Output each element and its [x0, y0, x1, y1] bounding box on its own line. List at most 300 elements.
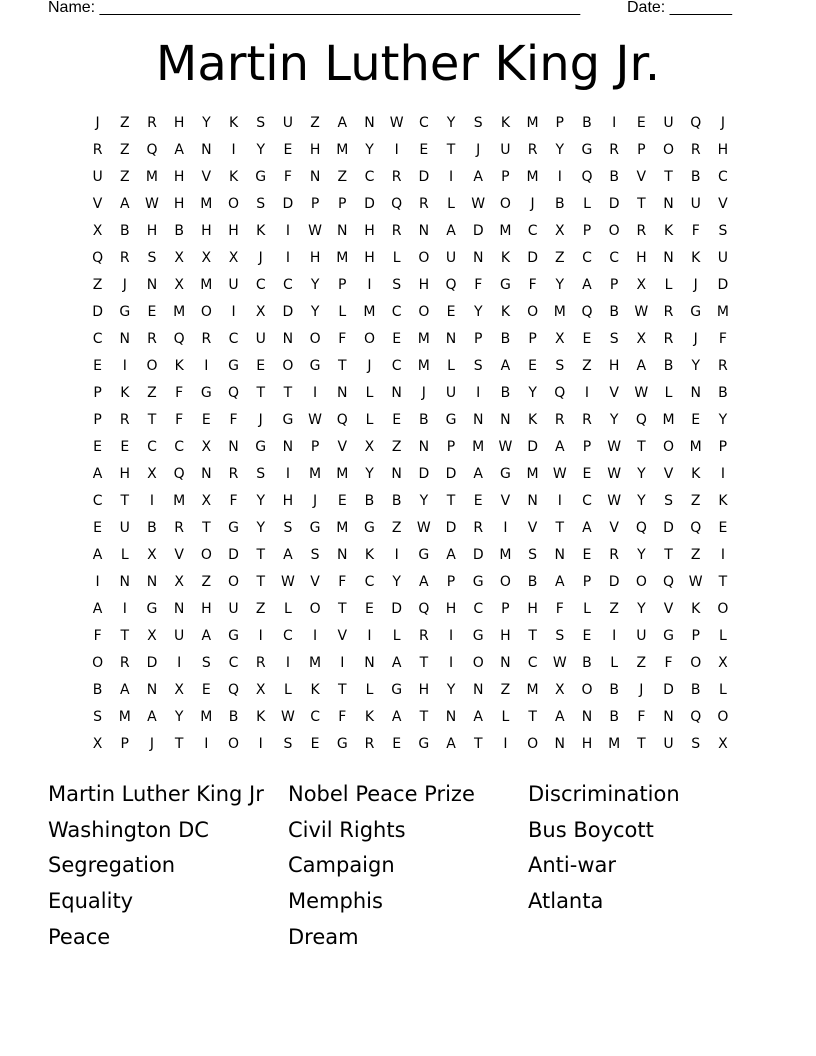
- grid-letter: H: [636, 250, 647, 266]
- grid-letter: N: [119, 331, 131, 347]
- grid-letter: T: [637, 196, 646, 212]
- grid-letter: E: [582, 466, 592, 482]
- grid-letter: J: [258, 250, 263, 266]
- grid-letter: Z: [636, 655, 647, 671]
- grid-letter: E: [283, 142, 293, 158]
- grid-letter: P: [691, 628, 700, 644]
- grid-letter: N: [690, 385, 701, 401]
- grid-letter: H: [173, 115, 185, 131]
- grid-letter: R: [119, 412, 130, 428]
- grid-letter: M: [336, 250, 349, 266]
- grid-letter: C: [418, 115, 429, 131]
- grid-letter: Q: [92, 250, 104, 266]
- grid-letter: A: [473, 709, 483, 725]
- grid-letter: I: [612, 115, 617, 131]
- grid-letter: T: [664, 169, 673, 185]
- grid-letter: I: [448, 628, 454, 644]
- grid-letter: L: [583, 601, 591, 617]
- grid-letter: K: [691, 250, 701, 266]
- grid-letter: B: [609, 169, 619, 185]
- grid-letter: I: [313, 385, 318, 401]
- word-bank-item: Martin Luther King Jr: [48, 782, 264, 806]
- grid-letter: M: [526, 682, 539, 698]
- grid-letter: Z: [119, 142, 130, 158]
- grid-letter: N: [472, 682, 484, 698]
- grid-letter: L: [365, 412, 374, 428]
- grid-letter: R: [554, 412, 565, 428]
- grid-row: [84, 488, 734, 515]
- grid-letter: N: [472, 250, 484, 266]
- grid-letter: L: [719, 682, 727, 698]
- grid-letter: I: [394, 142, 399, 158]
- grid-letter: U: [445, 385, 457, 401]
- grid-letter: S: [392, 277, 402, 293]
- grid-letter: V: [609, 520, 619, 536]
- grid-letter: M: [526, 169, 539, 185]
- grid-row: [84, 407, 734, 434]
- grid-letter: L: [719, 628, 727, 644]
- grid-letter: N: [337, 223, 348, 239]
- grid-letter: H: [418, 277, 430, 293]
- grid-letter: H: [445, 601, 457, 617]
- grid-letter: Q: [581, 304, 593, 320]
- grid-letter: H: [581, 736, 593, 752]
- grid-letter: I: [285, 466, 290, 482]
- grid-row: [84, 623, 734, 650]
- grid-letter: G: [255, 439, 267, 455]
- grid-letter: Y: [419, 493, 429, 509]
- grid-letter: H: [364, 223, 375, 239]
- grid-letter: A: [391, 655, 402, 671]
- grid-letter: A: [446, 736, 456, 752]
- grid-letter: N: [146, 574, 158, 590]
- grid-letter: I: [367, 277, 372, 293]
- word-bank-item: Civil Rights: [288, 817, 406, 842]
- grid-letter: B: [119, 223, 130, 239]
- grid-letter: N: [445, 331, 457, 347]
- grid-letter: J: [639, 682, 644, 698]
- grid-letter: P: [582, 223, 592, 239]
- grid-letter: B: [663, 358, 674, 374]
- grid-letter: Q: [173, 466, 185, 482]
- grid-letter: C: [718, 169, 728, 185]
- grid-letter: G: [119, 304, 131, 320]
- grid-letter: R: [255, 655, 266, 671]
- grid-letter: M: [689, 439, 702, 455]
- grid-letter: Z: [201, 574, 212, 590]
- grid-letter: J: [693, 277, 698, 293]
- grid-letter: X: [147, 466, 157, 482]
- grid-letter: G: [309, 358, 321, 374]
- grid-letter: T: [473, 736, 483, 752]
- grid-letter: H: [119, 466, 131, 482]
- grid-letter: E: [310, 736, 320, 752]
- grid-letter: Z: [92, 277, 103, 293]
- grid-letter: P: [446, 439, 456, 455]
- grid-letter: T: [555, 520, 565, 536]
- grid-letter: T: [419, 655, 429, 671]
- grid-letter: Z: [119, 115, 130, 131]
- grid-letter: D: [418, 169, 430, 185]
- grid-letter: T: [120, 493, 130, 509]
- grid-letter: D: [92, 304, 103, 320]
- grid-letter: U: [636, 628, 647, 644]
- grid-letter: M: [336, 466, 349, 482]
- grid-letter: T: [256, 547, 265, 563]
- grid-letter: O: [527, 736, 539, 752]
- grid-letter: K: [528, 412, 538, 428]
- grid-letter: F: [637, 709, 646, 725]
- grid-letter: S: [555, 628, 565, 644]
- grid-letter: G: [472, 628, 484, 644]
- grid-letter: W: [634, 385, 649, 401]
- grid-letter: P: [501, 601, 510, 617]
- grid-letter: J: [367, 358, 372, 374]
- grid-letter: M: [200, 709, 213, 725]
- grid-letter: Z: [609, 601, 619, 617]
- grid-letter: S: [691, 736, 701, 752]
- grid-letter: C: [228, 331, 239, 347]
- grid-letter: G: [472, 574, 484, 590]
- grid-letter: B: [228, 709, 239, 725]
- grid-letter: W: [308, 412, 323, 428]
- grid-letter: P: [555, 115, 564, 131]
- grid-letter: H: [364, 250, 375, 266]
- grid-letter: P: [93, 385, 102, 401]
- grid-row: [84, 272, 734, 299]
- grid-letter: I: [720, 547, 725, 563]
- grid-letter: E: [93, 439, 103, 455]
- grid-letter: L: [664, 385, 673, 401]
- grid-letter: S: [147, 250, 157, 266]
- grid-letter: L: [664, 277, 673, 293]
- grid-letter: U: [282, 115, 294, 131]
- grid-letter: A: [147, 709, 157, 725]
- grid-letter: T: [338, 358, 347, 374]
- grid-letter: I: [584, 385, 590, 401]
- grid-letter: M: [200, 277, 213, 293]
- grid-row: [84, 434, 734, 461]
- grid-letter: U: [174, 628, 185, 644]
- grid-letter: B: [690, 169, 701, 185]
- grid-letter: Y: [528, 385, 537, 401]
- grid-row: [84, 650, 734, 677]
- grid-letter: B: [500, 331, 511, 347]
- grid-letter: R: [418, 628, 429, 644]
- grid-letter: A: [500, 358, 511, 374]
- grid-letter: S: [609, 331, 619, 347]
- grid-letter: I: [394, 547, 399, 563]
- grid-letter: G: [391, 682, 403, 698]
- grid-letter: O: [635, 574, 647, 590]
- grid-letter: M: [363, 304, 376, 320]
- grid-letter: C: [527, 655, 538, 671]
- grid-letter: M: [336, 520, 349, 536]
- grid-letter: F: [718, 331, 727, 347]
- grid-letter: D: [418, 466, 430, 482]
- grid-letter: T: [283, 385, 293, 401]
- grid-letter: A: [473, 466, 483, 482]
- grid-letter: A: [446, 223, 456, 239]
- grid-letter: K: [663, 223, 674, 239]
- grid-letter: W: [389, 115, 404, 131]
- word-bank-item: Bus Boycott: [528, 817, 654, 842]
- grid-letter: T: [637, 439, 646, 455]
- grid-letter: K: [364, 547, 375, 563]
- grid-letter: E: [120, 439, 130, 455]
- grid-letter: L: [447, 358, 455, 374]
- grid-letter: M: [608, 736, 621, 752]
- grid-letter: M: [553, 304, 566, 320]
- grid-letter: Y: [446, 115, 456, 131]
- grid-letter: N: [282, 439, 294, 455]
- grid-letter: D: [146, 655, 158, 671]
- grid-letter: P: [310, 439, 320, 455]
- grid-letter: X: [147, 628, 157, 644]
- grid-letter: W: [145, 196, 159, 212]
- grid-letter: U: [717, 250, 729, 266]
- grid-letter: I: [231, 142, 236, 158]
- grid-letter: E: [473, 493, 483, 509]
- grid-letter: S: [256, 115, 266, 131]
- grid-letter: H: [500, 628, 511, 644]
- grid-letter: A: [283, 547, 293, 563]
- grid-letter: Z: [690, 493, 701, 509]
- grid-letter: Z: [391, 439, 402, 455]
- grid-letter: E: [419, 142, 429, 158]
- grid-letter: Z: [690, 547, 701, 563]
- grid-letter: C: [391, 358, 402, 374]
- word-bank-item: Segregation: [48, 853, 176, 878]
- grid-letter: M: [309, 466, 322, 482]
- grid-letter: R: [391, 169, 402, 185]
- grid-letter: E: [93, 358, 103, 374]
- grid-letter: T: [120, 628, 130, 644]
- grid-letter: U: [92, 169, 103, 185]
- grid-letter: C: [283, 628, 293, 644]
- grid-letter: H: [146, 223, 158, 239]
- grid-letter: N: [337, 547, 348, 563]
- date-field: Date: _______: [627, 0, 732, 16]
- grid-letter: S: [256, 196, 266, 212]
- grid-letter: T: [664, 547, 673, 563]
- grid-letter: O: [282, 358, 294, 374]
- grid-letter: D: [391, 601, 403, 617]
- grid-letter: X: [174, 574, 184, 590]
- grid-letter: T: [528, 709, 537, 725]
- grid-letter: Q: [581, 169, 593, 185]
- grid-letter: B: [554, 196, 565, 212]
- grid-letter: G: [499, 277, 511, 293]
- grid-letter: A: [473, 169, 483, 185]
- grid-letter: O: [527, 304, 539, 320]
- grid-letter: J: [313, 493, 318, 509]
- word-bank-item: Discrimination: [528, 782, 680, 806]
- grid-letter: R: [718, 358, 728, 374]
- grid-letter: O: [228, 196, 240, 212]
- grid-letter: M: [200, 196, 213, 212]
- grid-letter: Y: [202, 115, 211, 131]
- grid-letter: X: [554, 223, 565, 239]
- grid-letter: Z: [391, 520, 402, 536]
- grid-letter: P: [310, 196, 320, 212]
- grid-letter: J: [421, 385, 426, 401]
- grid-letter: X: [92, 736, 103, 752]
- grid-letter: A: [582, 277, 592, 293]
- grid-letter: A: [554, 574, 565, 590]
- word-bank-item: Memphis: [288, 889, 383, 914]
- grid-letter: T: [718, 574, 728, 590]
- grid-letter: E: [147, 304, 157, 320]
- grid-letter: Q: [445, 277, 457, 293]
- grid-letter: D: [527, 439, 538, 455]
- grid-letter: B: [92, 682, 103, 698]
- grid-letter: N: [581, 709, 593, 725]
- grid-letter: G: [200, 385, 212, 401]
- grid-letter: S: [528, 547, 538, 563]
- grid-letter: E: [337, 493, 347, 509]
- grid-row: [84, 569, 734, 596]
- grid-letter: T: [446, 493, 456, 509]
- grid-letter: I: [285, 223, 290, 239]
- grid-letter: X: [228, 250, 239, 266]
- grid-letter: W: [607, 493, 622, 509]
- grid-letter: D: [472, 547, 484, 563]
- grid-letter: G: [309, 520, 321, 536]
- grid-row: [84, 380, 734, 407]
- grid-letter: R: [391, 223, 402, 239]
- grid-letter: N: [201, 466, 212, 482]
- grid-letter: E: [392, 412, 402, 428]
- grid-letter: N: [500, 412, 511, 428]
- grid-letter: I: [448, 169, 454, 185]
- grid-letter: R: [663, 331, 674, 347]
- grid-letter: Q: [146, 142, 158, 158]
- grid-letter: G: [663, 628, 674, 644]
- grid-letter: O: [499, 574, 511, 590]
- grid-letter: I: [557, 493, 562, 509]
- grid-letter: C: [228, 655, 239, 671]
- grid-letter: W: [308, 223, 323, 239]
- grid-letter: A: [636, 358, 647, 374]
- grid-letter: V: [609, 385, 619, 401]
- grid-letter: T: [528, 628, 537, 644]
- grid-letter: M: [336, 142, 349, 158]
- grid-letter: W: [416, 520, 431, 536]
- grid-letter: L: [365, 682, 374, 698]
- grid-letter: K: [256, 223, 266, 239]
- grid-letter: K: [174, 358, 184, 374]
- grid-letter: Q: [336, 412, 348, 428]
- grid-letter: C: [255, 277, 266, 293]
- grid-letter: Q: [635, 412, 647, 428]
- grid-letter: Y: [691, 358, 700, 374]
- grid-letter: Z: [500, 682, 511, 698]
- grid-letter: I: [177, 655, 182, 671]
- grid-letter: X: [201, 493, 212, 509]
- grid-letter: N: [146, 277, 158, 293]
- grid-letter: Y: [609, 412, 619, 428]
- grid-letter: K: [310, 682, 320, 698]
- grid-letter: C: [527, 223, 538, 239]
- grid-letter: E: [201, 412, 211, 428]
- grid-letter: O: [663, 142, 675, 158]
- word-bank-item: Equality: [48, 889, 134, 914]
- grid-letter: Z: [337, 169, 348, 185]
- grid-letter: O: [472, 655, 484, 671]
- grid-letter: G: [364, 520, 375, 536]
- grid-letter: R: [364, 736, 375, 752]
- grid-letter: Y: [392, 574, 401, 590]
- grid-letter: S: [718, 223, 728, 239]
- grid-letter: D: [663, 520, 674, 536]
- grid-letter: P: [338, 196, 347, 212]
- grid-letter: A: [92, 601, 103, 617]
- grid-letter: B: [609, 304, 619, 320]
- grid-letter: D: [717, 277, 729, 293]
- grid-letter: F: [93, 628, 102, 644]
- grid-letter: S: [473, 115, 483, 131]
- grid-letter: Y: [637, 601, 646, 617]
- grid-letter: O: [418, 304, 430, 320]
- grid-letter: I: [285, 250, 290, 266]
- grid-letter: N: [391, 466, 402, 482]
- grid-letter: I: [557, 169, 562, 185]
- word-column: [528, 777, 768, 920]
- grid-letter: B: [582, 115, 592, 131]
- grid-letter: H: [201, 223, 212, 239]
- grid-letter: O: [499, 196, 511, 212]
- grid-letter: R: [663, 304, 674, 320]
- grid-letter: D: [663, 682, 674, 698]
- grid-letter: V: [310, 574, 320, 590]
- grid-letter: J: [530, 196, 535, 212]
- grid-letter: T: [419, 709, 429, 725]
- grid-letter: M: [173, 493, 186, 509]
- grid-letter: X: [255, 682, 266, 698]
- grid-letter: F: [175, 385, 184, 401]
- word-bank-item: Peace: [48, 924, 111, 949]
- grid-letter: H: [309, 250, 321, 266]
- grid-letter: E: [446, 304, 456, 320]
- grid-letter: Q: [690, 520, 702, 536]
- grid-letter: K: [718, 493, 728, 509]
- grid-letter: O: [717, 601, 729, 617]
- grid-letter: L: [392, 250, 401, 266]
- grid-letter: G: [228, 358, 239, 374]
- grid-letter: Y: [310, 277, 320, 293]
- grid-letter: U: [228, 277, 239, 293]
- grid-letter: L: [501, 709, 510, 725]
- grid-letter: W: [607, 466, 622, 482]
- grid-letter: D: [282, 304, 294, 320]
- grid-letter: X: [174, 250, 184, 266]
- grid-letter: X: [174, 682, 184, 698]
- grid-letter: B: [147, 520, 157, 536]
- grid-letter: O: [418, 250, 430, 266]
- grid-letter: E: [392, 736, 402, 752]
- grid-letter: U: [663, 115, 674, 131]
- grid-letter: L: [583, 196, 591, 212]
- grid-letter: V: [174, 547, 184, 563]
- grid-letter: T: [147, 412, 157, 428]
- grid-letter: D: [445, 466, 457, 482]
- grid-letter: N: [391, 385, 402, 401]
- grid-letter: F: [338, 709, 347, 725]
- grid-row: [84, 731, 734, 758]
- grid-letter: N: [445, 709, 457, 725]
- grid-letter: A: [391, 709, 402, 725]
